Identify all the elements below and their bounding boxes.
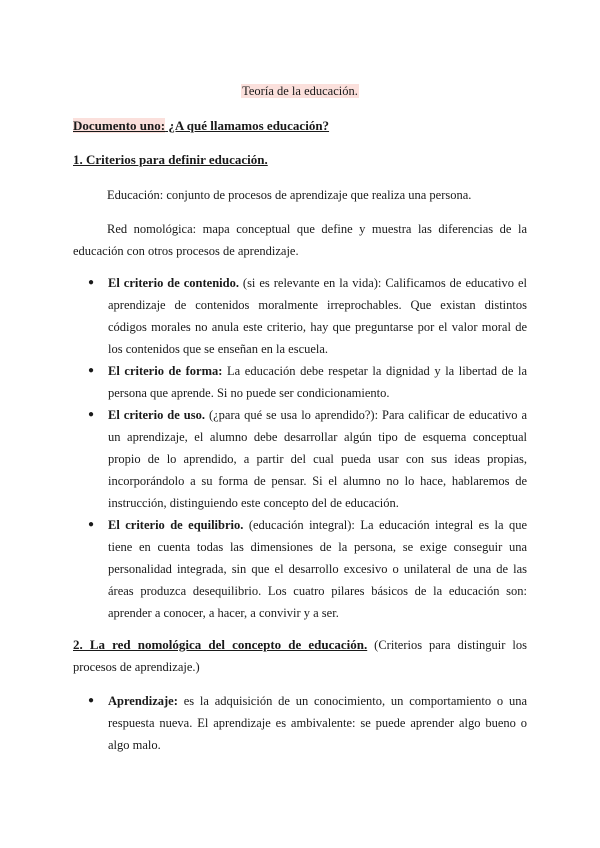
bullet-icon: ●: [88, 277, 95, 288]
bullet-icon: ●: [88, 695, 95, 706]
section2-heading-title: 2. La red nomológica del concepto de educación.: [73, 637, 368, 652]
list-item-text: La educación debe respetar la dignidad y la libertad de la persona que aprende. Si no puede ser condicionamiento.: [108, 364, 527, 400]
list-item-term: El criterio de equilibrio.: [108, 518, 244, 532]
paragraph-red-nomologica: Red nomológica: mapa conceptual que define y muestra las diferencias de la educación con otros procesos de aprendizaje.: [73, 222, 527, 258]
section1-heading: 1. Criterios para definir educación.: [73, 152, 268, 167]
list-item: [73, 690, 527, 756]
list-item-term: Aprendizaje:: [108, 694, 178, 708]
list-item-text: (¿para qué se usa lo aprendido?): Para calificar de educativo a un aprendizaje, el alumno debe desarrollar algún tipo de esquema conceptual propio de lo aprendido, a partir del cual pueda usar con sus ideas propias, incorporándolo a su forma de pensar. Si el alumno no lo hace, hablaremos de instrucción, distinguiendo este concepto del de educación.: [108, 408, 527, 510]
list-item-term: El criterio de uso.: [108, 408, 205, 422]
section2-heading-note: (Criterios para distinguir los procesos de aprendizaje.): [73, 638, 527, 674]
list-item-text: (educación integral): La educación integral es la que tiene en cuenta todas las dimensiones de la persona, se exige conseguir una personalidad integrada, sin que el desarrollo excesivo o unilateral de una de las áreas produzca desequilibrio. Los cuatro pilares básicos de la educación son: aprender a conocer, a hacer, a convivir y a ser.: [108, 518, 527, 620]
paragraph-educacion: Educación: conjunto de procesos de aprendizaje que realiza una persona.: [107, 188, 472, 202]
list-item: [73, 514, 527, 624]
nomological-list: [73, 690, 527, 756]
section2-heading: [73, 634, 527, 678]
list-item-term: El criterio de forma:: [108, 364, 223, 378]
bullet-icon: ●: [88, 365, 95, 376]
bullet-icon: ●: [88, 409, 95, 420]
list-item-text: (si es relevante en la vida): Calificamos de educativo el aprendizaje de contenidos moralmente irreprochables. Que existan distintos códigos morales no anula este criterio, hay que preguntarse por el valor moral de los contenidos que se enseñan en la escuela.: [108, 276, 528, 356]
criteria-list: [73, 272, 527, 624]
bullet-icon: ●: [88, 519, 95, 530]
list-item-term: El criterio de contenido.: [108, 276, 239, 290]
list-item-text: es la adquisición de un conocimiento, un comportamiento o una respuesta nueva. El aprendizaje es ambivalente: se puede aprender algo bueno o algo malo.: [108, 694, 527, 752]
document-heading-text: ¿A qué llamamos educación?: [165, 118, 330, 133]
document-heading: [73, 118, 329, 134]
document-heading-label: Documento uno:: [73, 118, 166, 133]
list-item: [73, 360, 527, 404]
document-title: Teoría de la educación.: [242, 84, 358, 98]
list-item: [73, 404, 527, 514]
list-item: [73, 272, 527, 360]
